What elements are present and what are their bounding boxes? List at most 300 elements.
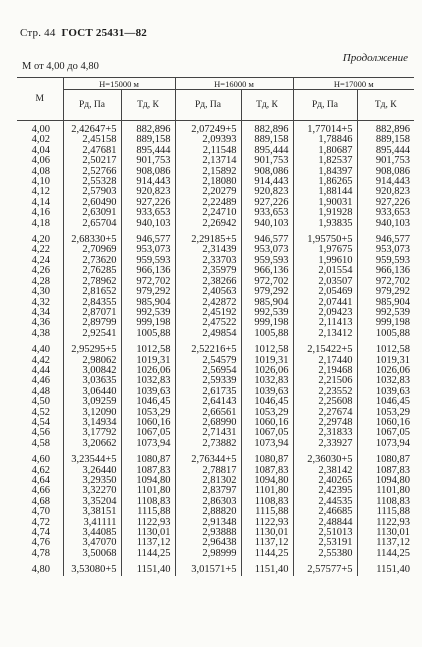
- temperature-cell: 882,896: [357, 121, 414, 136]
- temperature-cell: 914,443: [121, 177, 175, 187]
- temperature-cell: 1039,63: [121, 387, 175, 397]
- pressure-cell: 2,31439: [175, 245, 241, 255]
- temperature-cell: 901,753: [121, 156, 175, 166]
- temperature-cell: 1094,80: [357, 476, 414, 486]
- temperature-cell: 1073,94: [357, 439, 414, 449]
- temperature-cell: 946,577: [241, 235, 293, 245]
- pressure-cell: 2,81302: [175, 476, 241, 486]
- table-row: [17, 329, 414, 339]
- temperature-cell: 953,073: [121, 245, 175, 255]
- temperature-cell: 1053,29: [121, 408, 175, 418]
- temperature-cell: 895,444: [241, 146, 293, 156]
- pressure-cell: 2,50217: [63, 156, 121, 166]
- mach-cell: 4,18: [31, 217, 50, 229]
- pressure-cell: 2,17440: [293, 356, 357, 366]
- pressure-cell: 2,98999: [175, 549, 241, 559]
- pressure-cell: 3,44085: [63, 528, 121, 538]
- pressure-cell: 2,51013: [293, 528, 357, 538]
- table-row: [17, 549, 414, 559]
- pressure-cell: 2,73620: [63, 256, 121, 266]
- pressure-cell: 2,76344+5: [175, 455, 241, 465]
- mach-cell: 4,54: [31, 416, 50, 428]
- mach-cell: 4,62: [31, 464, 50, 476]
- temperature-cell: 966,136: [357, 266, 414, 276]
- pressure-cell: 3,20662: [63, 439, 121, 449]
- mach-cell: 4,64: [31, 475, 50, 486]
- temperature-cell: 966,136: [241, 266, 293, 276]
- temperature-cell: 1087,83: [357, 466, 414, 476]
- pressure-cell: 2,64143: [175, 397, 241, 407]
- mach-cell: 4,12: [31, 186, 50, 198]
- pressure-cell: 2,25608: [293, 397, 357, 407]
- pressure-cell: 2,44535: [293, 497, 357, 507]
- pressure-cell: 2,33703: [175, 256, 241, 266]
- pressure-cell: 3,09259: [63, 397, 121, 407]
- pressure-cell: 3,14934: [63, 418, 121, 428]
- pressure-cell: 2,83797: [175, 486, 241, 496]
- temperature-cell: 908,086: [121, 167, 175, 177]
- table-row: [17, 565, 414, 575]
- temperature-cell: 1019,31: [241, 356, 293, 366]
- temperature-cell: 1012,58: [241, 345, 293, 355]
- pressure-cell: 1,99610: [293, 256, 357, 266]
- temperature-cell: 1005,88: [357, 329, 414, 339]
- temperature-cell: 1046,45: [357, 397, 414, 407]
- pressure-cell: 2,29185+5: [175, 235, 241, 245]
- pressure-cell: 2,54579: [175, 356, 241, 366]
- temperature-cell: 1080,87: [241, 455, 293, 465]
- mach-cell: 4,36: [31, 317, 50, 329]
- pressure-cell: 2,13412: [293, 329, 357, 339]
- mach-cell: 4,10: [31, 176, 50, 188]
- temperature-cell: 959,593: [121, 256, 175, 266]
- temperature-cell: 1137,12: [241, 538, 293, 548]
- pressure-cell: 2,13714: [175, 156, 241, 166]
- temperature-cell: 933,653: [241, 208, 293, 218]
- pressure-cell: 2,55328: [63, 177, 121, 187]
- temperature-cell: 1115,88: [121, 507, 175, 517]
- temperature-cell: 1053,29: [241, 408, 293, 418]
- temperature-cell: 1108,83: [357, 497, 414, 507]
- pressure-cell: 2,56954: [175, 366, 241, 376]
- temperature-cell: 1005,88: [241, 329, 293, 339]
- temperature-cell: 946,577: [121, 235, 175, 245]
- pressure-cell: 2,81652: [63, 287, 121, 297]
- atmosphere-table: [17, 77, 414, 576]
- temperature-cell: 901,753: [357, 156, 414, 166]
- table-row: [17, 397, 414, 407]
- temperature-cell: 1101,80: [121, 486, 175, 496]
- pressure-cell: 2,49854: [175, 329, 241, 339]
- mach-cell: 4,38: [31, 327, 50, 339]
- mach-cell: 4,44: [31, 364, 50, 376]
- temperature-cell: 999,198: [241, 318, 293, 328]
- temperature-cell: 1130,01: [357, 528, 414, 538]
- pressure-cell: 3,38151: [63, 507, 121, 517]
- temperature-cell: 1108,83: [121, 497, 175, 507]
- temperature-cell: 1073,94: [121, 439, 175, 449]
- pressure-cell: 3,06440: [63, 387, 121, 397]
- pressure-cell: 1,91928: [293, 208, 357, 218]
- temperature-cell: 920,823: [121, 187, 175, 197]
- temperature-cell: 1101,80: [241, 486, 293, 496]
- temperature-cell: 1019,31: [121, 356, 175, 366]
- temperature-cell: 959,593: [241, 256, 293, 266]
- temperature-cell: 972,702: [241, 277, 293, 287]
- mach-cell: 4,26: [31, 265, 50, 277]
- temperature-cell: 1108,83: [241, 497, 293, 507]
- pressure-cell: 2,66561: [175, 408, 241, 418]
- pressure-cell: 2,35979: [175, 266, 241, 276]
- temperature-cell: 933,653: [357, 208, 414, 218]
- pressure-cell: 2,45158: [63, 135, 121, 145]
- temperature-cell: 972,702: [121, 277, 175, 287]
- temperature-cell: 1046,45: [121, 397, 175, 407]
- pressure-cell: 2,68990: [175, 418, 241, 428]
- temperature-cell: 992,539: [241, 308, 293, 318]
- temperature-cell: 1039,63: [241, 387, 293, 397]
- temperature-cell: 1122,93: [241, 518, 293, 528]
- col-pressure-header: Pд, Па: [63, 90, 121, 121]
- temperature-cell: 1067,05: [357, 428, 414, 438]
- temperature-cell: 1094,80: [121, 476, 175, 486]
- temperature-cell: 1130,01: [241, 528, 293, 538]
- temperature-cell: 1032,83: [241, 376, 293, 386]
- altitude-header-1: H=15000 м: [63, 78, 175, 90]
- pressure-cell: 2,26942: [175, 219, 241, 229]
- pressure-cell: 1,80687: [293, 146, 357, 156]
- temperature-cell: 1137,12: [121, 538, 175, 548]
- pressure-cell: 2,03507: [293, 277, 357, 287]
- temperature-cell: 992,539: [357, 308, 414, 318]
- pressure-cell: 2,61735: [175, 387, 241, 397]
- temperature-cell: 889,158: [357, 135, 414, 145]
- temperature-cell: 979,292: [357, 287, 414, 297]
- pressure-cell: 2,11413: [293, 318, 357, 328]
- mach-cell: 4,48: [31, 385, 50, 397]
- pressure-cell: 2,27674: [293, 408, 357, 418]
- pressure-cell: 2,38142: [293, 466, 357, 476]
- temperature-cell: 1144,25: [121, 549, 175, 559]
- mach-cell: 4,72: [31, 516, 50, 528]
- mach-cell: 4,68: [31, 495, 50, 507]
- pressure-cell: 2,63091: [63, 208, 121, 218]
- table-row: [17, 287, 414, 297]
- temperature-cell: 1080,87: [357, 455, 414, 465]
- pressure-cell: 2,11548: [175, 146, 241, 156]
- mach-cell: 4,34: [31, 306, 50, 318]
- pressure-cell: 2,52766: [63, 167, 121, 177]
- pressure-cell: 1,84397: [293, 167, 357, 177]
- temperature-cell: 940,103: [121, 219, 175, 229]
- temperature-cell: 1144,25: [357, 549, 414, 559]
- temperature-cell: 927,226: [357, 198, 414, 208]
- pressure-cell: 2,88820: [175, 507, 241, 517]
- pressure-cell: 1,97675: [293, 245, 357, 255]
- temperature-cell: 1032,83: [357, 376, 414, 386]
- col-temperature-header: Tд, К: [241, 90, 293, 121]
- pressure-cell: 1,77014+5: [293, 121, 357, 136]
- temperature-cell: 1151,40: [121, 565, 175, 575]
- pressure-cell: 3,17792: [63, 428, 121, 438]
- temperature-cell: 1026,06: [121, 366, 175, 376]
- pressure-cell: 2,84355: [63, 298, 121, 308]
- pressure-cell: 2,96438: [175, 538, 241, 548]
- mach-cell: 4,56: [31, 427, 50, 439]
- temperature-cell: 959,593: [357, 256, 414, 266]
- pressure-cell: 2,68330+5: [63, 235, 121, 245]
- pressure-cell: 2,22489: [175, 198, 241, 208]
- pressure-cell: 3,32270: [63, 486, 121, 496]
- mach-cell: 4,80: [31, 564, 50, 576]
- pressure-cell: 3,26440: [63, 466, 121, 476]
- mach-cell: 4,50: [31, 396, 50, 408]
- pressure-cell: 2,33927: [293, 439, 357, 449]
- pressure-cell: 3,00842: [63, 366, 121, 376]
- temperature-cell: 1115,88: [357, 507, 414, 517]
- pressure-cell: 2,24710: [175, 208, 241, 218]
- pressure-cell: 2,60490: [63, 198, 121, 208]
- pressure-cell: 3,35204: [63, 497, 121, 507]
- mach-cell: 4,24: [31, 254, 50, 266]
- temperature-cell: 940,103: [357, 219, 414, 229]
- temperature-cell: 1019,31: [357, 356, 414, 366]
- pressure-cell: 1,93835: [293, 219, 357, 229]
- temperature-cell: 1073,94: [241, 439, 293, 449]
- temperature-cell: 920,823: [357, 187, 414, 197]
- temperature-cell: 1130,01: [121, 528, 175, 538]
- pressure-cell: 1,82537: [293, 156, 357, 166]
- pressure-cell: 2,73882: [175, 439, 241, 449]
- pressure-cell: 2,65704: [63, 219, 121, 229]
- pressure-cell: 2,09423: [293, 308, 357, 318]
- standard-code: ГОСТ 25431—82: [61, 27, 147, 39]
- temperature-cell: 901,753: [241, 156, 293, 166]
- mach-cell: 4,76: [31, 537, 50, 549]
- temperature-cell: 920,823: [241, 187, 293, 197]
- pressure-cell: 2,07249+5: [175, 121, 241, 136]
- pressure-cell: 2,31833: [293, 428, 357, 438]
- temperature-cell: 882,896: [121, 121, 175, 136]
- mach-cell: 4,78: [31, 547, 50, 559]
- table-row: [17, 121, 414, 136]
- pressure-cell: 2,21506: [293, 376, 357, 386]
- mach-cell: 4,60: [31, 454, 50, 466]
- pressure-cell: 2,40265: [293, 476, 357, 486]
- mach-cell: 4,28: [31, 275, 50, 287]
- temperature-cell: 889,158: [241, 135, 293, 145]
- temperature-cell: 1137,12: [357, 538, 414, 548]
- pressure-cell: 2,09393: [175, 135, 241, 145]
- pressure-cell: 2,38266: [175, 277, 241, 287]
- continued-label: Продолжение: [342, 52, 408, 64]
- temperature-cell: 895,444: [357, 146, 414, 156]
- pressure-cell: 2,19468: [293, 366, 357, 376]
- temperature-cell: 1026,06: [357, 366, 414, 376]
- pressure-cell: 2,23552: [293, 387, 357, 397]
- pressure-cell: 2,86303: [175, 497, 241, 507]
- pressure-cell: 2,47522: [175, 318, 241, 328]
- mach-cell: 4,16: [31, 207, 50, 219]
- pressure-cell: 1,90031: [293, 198, 357, 208]
- temperature-cell: 914,443: [357, 177, 414, 187]
- pressure-cell: 3,12090: [63, 408, 121, 418]
- temperature-cell: 908,086: [357, 167, 414, 177]
- pressure-cell: 2,55380: [293, 549, 357, 559]
- temperature-cell: 1151,40: [241, 565, 293, 575]
- pressure-cell: 2,78817: [175, 466, 241, 476]
- temperature-cell: 1060,16: [241, 418, 293, 428]
- temperature-cell: 1122,93: [357, 518, 414, 528]
- temperature-cell: 1101,80: [357, 486, 414, 496]
- pressure-cell: 2,48844: [293, 518, 357, 528]
- temperature-cell: 927,226: [241, 198, 293, 208]
- temperature-cell: 1151,40: [357, 565, 414, 575]
- pressure-cell: 1,86265: [293, 177, 357, 187]
- temperature-cell: 953,073: [241, 245, 293, 255]
- pressure-cell: 3,47070: [63, 538, 121, 548]
- pressure-cell: 2,91348: [175, 518, 241, 528]
- pressure-cell: 2,15422+5: [293, 345, 357, 355]
- table-body: [17, 121, 414, 576]
- mach-cell: 4,58: [31, 437, 50, 449]
- mach-cell: 4,02: [31, 134, 50, 146]
- mach-cell: 4,14: [31, 196, 50, 208]
- page-number: Стр. 44: [20, 27, 56, 39]
- pressure-cell: 2,42395: [293, 486, 357, 496]
- pressure-cell: 2,98062: [63, 356, 121, 366]
- temperature-cell: 927,226: [121, 198, 175, 208]
- mach-cell: 4,08: [31, 165, 50, 177]
- temperature-cell: 1039,63: [357, 387, 414, 397]
- temperature-cell: 1067,05: [241, 428, 293, 438]
- temperature-cell: 1087,83: [241, 466, 293, 476]
- pressure-cell: 2,92541: [63, 329, 121, 339]
- temperature-cell: 933,653: [121, 208, 175, 218]
- temperature-cell: 985,904: [121, 298, 175, 308]
- temperature-cell: 1012,58: [121, 345, 175, 355]
- temperature-cell: 979,292: [121, 287, 175, 297]
- pressure-cell: 2,45192: [175, 308, 241, 318]
- pressure-cell: 3,53080+5: [63, 565, 121, 575]
- pressure-cell: 2,87071: [63, 308, 121, 318]
- mach-cell: 4,30: [31, 286, 50, 298]
- temperature-cell: 1012,58: [357, 345, 414, 355]
- pressure-cell: 2,95295+5: [63, 345, 121, 355]
- col-temperature-header: Tд, К: [357, 90, 414, 121]
- mach-cell: 4,06: [31, 155, 50, 167]
- mach-cell: 4,04: [31, 144, 50, 156]
- temperature-cell: 999,198: [357, 318, 414, 328]
- mach-cell: 4,46: [31, 375, 50, 387]
- mach-cell: 4,74: [31, 527, 50, 539]
- col-pressure-header: Pд, Па: [293, 90, 357, 121]
- pressure-cell: 2,05469: [293, 287, 357, 297]
- pressure-cell: 2,57903: [63, 187, 121, 197]
- temperature-cell: 946,577: [357, 235, 414, 245]
- pressure-cell: 2,52216+5: [175, 345, 241, 355]
- temperature-cell: 1080,87: [121, 455, 175, 465]
- mach-cell: 4,32: [31, 296, 50, 308]
- pressure-cell: 2,07441: [293, 298, 357, 308]
- mach-cell: 4,42: [31, 354, 50, 366]
- temperature-cell: 1067,05: [121, 428, 175, 438]
- pressure-cell: 1,78846: [293, 135, 357, 145]
- range-text: М от 4,00 до 4,80: [22, 61, 99, 72]
- pressure-cell: 1,88144: [293, 187, 357, 197]
- temperature-cell: 985,904: [241, 298, 293, 308]
- temperature-cell: 992,539: [121, 308, 175, 318]
- mach-cell: 4,22: [31, 244, 50, 256]
- temperature-cell: 1053,29: [357, 408, 414, 418]
- temperature-cell: 882,896: [241, 121, 293, 136]
- pressure-cell: 1,95750+5: [293, 235, 357, 245]
- pressure-cell: 2,53191: [293, 538, 357, 548]
- pressure-cell: 2,20279: [175, 187, 241, 197]
- temperature-cell: 1032,83: [121, 376, 175, 386]
- pressure-cell: 2,71431: [175, 428, 241, 438]
- pressure-cell: 2,01554: [293, 266, 357, 276]
- table-row: [17, 345, 414, 355]
- pressure-cell: 2,70969: [63, 245, 121, 255]
- pressure-cell: 2,40563: [175, 287, 241, 297]
- pressure-cell: 3,29350: [63, 476, 121, 486]
- pressure-cell: 2,57577+5: [293, 565, 357, 575]
- pressure-cell: 2,46685: [293, 507, 357, 517]
- pressure-cell: 3,50068: [63, 549, 121, 559]
- temperature-cell: 1005,88: [121, 329, 175, 339]
- temperature-cell: 914,443: [241, 177, 293, 187]
- table-row: [17, 439, 414, 449]
- pressure-cell: 2,42647+5: [63, 121, 121, 136]
- pressure-cell: 2,36030+5: [293, 455, 357, 465]
- temperature-cell: 889,158: [121, 135, 175, 145]
- mach-cell: 4,70: [31, 506, 50, 518]
- temperature-cell: 908,086: [241, 167, 293, 177]
- col-mach-header: М: [17, 78, 63, 121]
- temperature-cell: 1094,80: [241, 476, 293, 486]
- temperature-cell: 1115,88: [241, 507, 293, 517]
- altitude-header-2: H=16000 м: [175, 78, 293, 90]
- pressure-cell: 2,29748: [293, 418, 357, 428]
- pressure-cell: 2,47681: [63, 146, 121, 156]
- temperature-cell: 985,904: [357, 298, 414, 308]
- temperature-cell: 1087,83: [121, 466, 175, 476]
- pressure-cell: 3,01571+5: [175, 565, 241, 575]
- pressure-cell: 2,42872: [175, 298, 241, 308]
- pressure-cell: 2,93888: [175, 528, 241, 538]
- col-pressure-header: Pд, Па: [175, 90, 241, 121]
- pressure-cell: 3,23544+5: [63, 455, 121, 465]
- temperature-cell: 895,444: [121, 146, 175, 156]
- temperature-cell: 999,198: [121, 318, 175, 328]
- temperature-cell: 966,136: [121, 266, 175, 276]
- pressure-cell: 2,18080: [175, 177, 241, 187]
- altitude-header-3: H=17000 м: [293, 78, 414, 90]
- temperature-cell: 953,073: [357, 245, 414, 255]
- temperature-cell: 1144,25: [241, 549, 293, 559]
- mach-cell: 4,52: [31, 406, 50, 418]
- mach-cell: 4,40: [31, 344, 50, 356]
- pressure-cell: 2,76285: [63, 266, 121, 276]
- page-header: [20, 27, 147, 39]
- temperature-cell: 1122,93: [121, 518, 175, 528]
- col-temperature-header: Tд, К: [121, 90, 175, 121]
- pressure-cell: 2,89799: [63, 318, 121, 328]
- pressure-cell: 3,03635: [63, 376, 121, 386]
- mach-cell: 4,66: [31, 485, 50, 497]
- temperature-cell: 1060,16: [121, 418, 175, 428]
